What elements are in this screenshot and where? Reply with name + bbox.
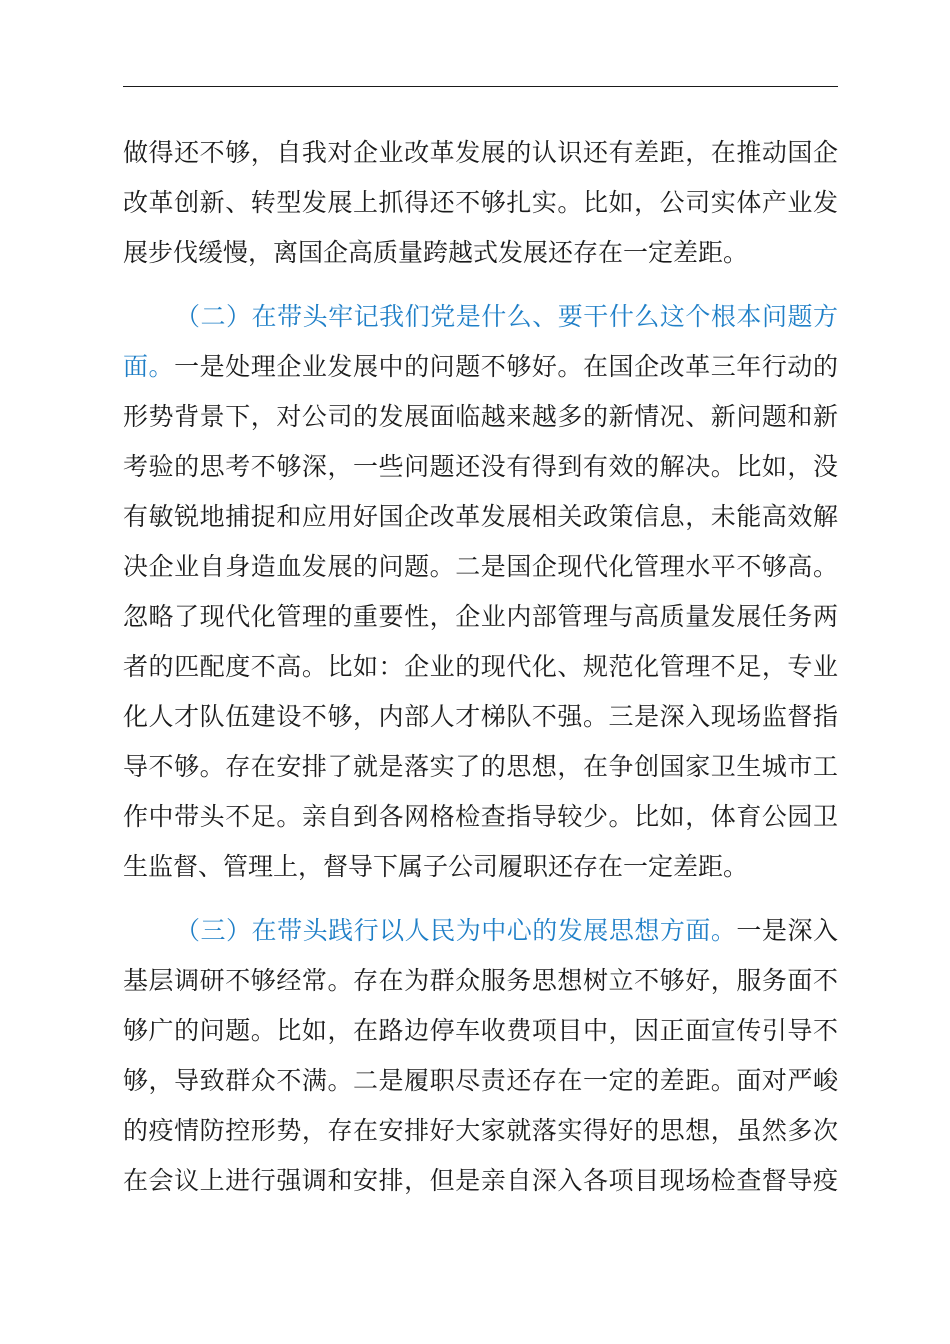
text-line: 决企业自身造血发展的问题。二是国企现代化管理水平不够高。 xyxy=(123,552,838,581)
text-line xyxy=(123,292,838,342)
text-run: 一是处理企业发展中的问题不够好。在国企改革三年行动的 xyxy=(174,352,838,381)
text-line: 改革创新、转型发展上抓得还不够扎实。比如，公司实体产业发 xyxy=(123,188,838,217)
text-line: 作中带头不足。亲自到各网格检查指导较少。比如，体育公园卫 xyxy=(123,802,838,831)
section-heading-2: （二）在带头牢记我们党是什么、要干什么这个根本问题方 xyxy=(175,302,838,331)
text-line: 展步伐缓慢，离国企高质量跨越式发展还存在一定差距。 xyxy=(123,238,749,267)
text-line: 的疫情防控形势，存在安排好大家就落实得好的思想，虽然多次 xyxy=(123,1116,838,1145)
section-heading-2-end: 面。 xyxy=(123,352,175,381)
text-line xyxy=(123,342,838,392)
text-line: 忽略了现代化管理的重要性，企业内部管理与高质量发展任务两 xyxy=(123,602,838,631)
text-line: 考验的思考不够深，一些问题还没有得到有效的解决。比如，没 xyxy=(123,452,838,481)
text-line: 有敏锐地捕捉和应用好国企改革发展相关政策信息，未能高效解 xyxy=(123,502,838,531)
text-line: 者的匹配度不高。比如：企业的现代化、规范化管理不足，专业 xyxy=(123,652,838,681)
paragraph-gap xyxy=(123,892,838,906)
text-line: 生监督、管理上，督导下属子公司履职还存在一定差距。 xyxy=(123,852,749,881)
text-line: 在会议上进行强调和安排，但是亲自深入各项目现场检查督导疫 xyxy=(123,1166,838,1195)
text-line: 化人才队伍建设不够，内部人才梯队不强。三是深入现场监督指 xyxy=(123,702,838,731)
paragraph-2 xyxy=(123,292,838,892)
text-run: 一是深入 xyxy=(736,916,838,945)
text-line xyxy=(123,906,838,956)
text-line: 基层调研不够经常。存在为群众服务思想树立不够好，服务面不 xyxy=(123,966,838,995)
document-body xyxy=(123,128,838,1206)
text-line: 够广的问题。比如，在路边停车收费项目中，因正面宣传引导不 xyxy=(123,1016,838,1045)
text-line: 够，导致群众不满。二是履职尽责还存在一定的差距。面对严峻 xyxy=(123,1066,838,1095)
paragraph-3 xyxy=(123,906,838,1206)
paragraph-1 xyxy=(123,128,838,278)
header-rule xyxy=(123,86,838,87)
text-line: 导不够。存在安排了就是落实了的思想，在争创国家卫生城市工 xyxy=(123,752,838,781)
text-line: 做得还不够，自我对企业改革发展的认识还有差距，在推动国企 xyxy=(123,138,838,167)
section-heading-3: （三）在带头践行以人民为中心的发展思想方面。 xyxy=(175,916,737,945)
text-line: 形势背景下，对公司的发展面临越来越多的新情况、新问题和新 xyxy=(123,402,838,431)
paragraph-gap xyxy=(123,278,838,292)
